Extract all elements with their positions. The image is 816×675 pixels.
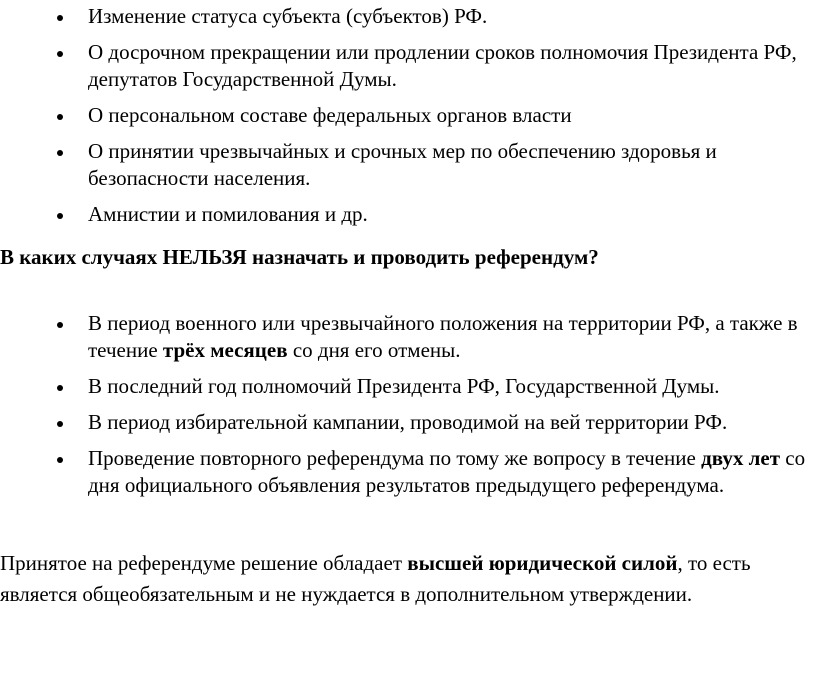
paragraph-text-part: Принятое на референдуме решение обладает (0, 551, 408, 575)
list-item-text: О персональном составе федеральных органов власти (88, 103, 572, 127)
list-item-text: О принятии чрезвычайных и срочных мер по обеспечению здоровья и безопасности населения. (88, 139, 717, 190)
referendum-topics-list (0, 3, 816, 237)
list-item (0, 409, 816, 436)
section-heading: В каких случаях НЕЛЬЗЯ назначать и проводить референдум? (0, 245, 599, 269)
list-item (0, 39, 816, 93)
bullet-icon (57, 150, 63, 156)
list-item-text-part: со дня его отмены. (287, 338, 461, 362)
bullet-icon (57, 322, 63, 328)
list-item (0, 102, 816, 129)
list-item-text-part: Проведение повторного референдума по тому же вопросу в течение (88, 446, 702, 470)
bullet-icon (57, 213, 63, 219)
emphasis-text: трёх месяцев (162, 338, 288, 362)
list-item-text (88, 311, 798, 362)
list-item-text: О досрочном прекращении или продлении сроков полномочия Президента РФ, депутатов Государственной Думы. (88, 40, 797, 91)
bullet-icon (57, 385, 63, 391)
list-item (0, 310, 816, 364)
list-item-text: В период избирательной кампании, проводимой на вей территории РФ. (88, 410, 728, 434)
bullet-icon (57, 51, 63, 57)
list-item (0, 373, 816, 400)
bullet-icon (57, 457, 63, 463)
bullet-icon (57, 114, 63, 120)
bullet-icon (57, 421, 63, 427)
list-item (0, 3, 816, 30)
bullet-icon (57, 15, 63, 21)
emphasis-text: высшей юридической силой (407, 551, 678, 575)
list-item-text (88, 446, 805, 497)
paragraph-text-part: , то есть является общеобязательным и не нуждается в дополнительном утверждении. (0, 551, 751, 606)
list-item-text-part: В период военного или чрезвычайного положения на территории РФ, а также в течение (88, 311, 798, 362)
list-item (0, 138, 816, 192)
list-item (0, 201, 816, 228)
referendum-restrictions-list (0, 310, 816, 508)
emphasis-text: двух лет (701, 446, 781, 470)
list-item (0, 445, 816, 499)
list-item-text: Амнистии и помилования и др. (88, 202, 368, 226)
list-item-text: Изменение статуса субъекта (субъектов) РФ. (88, 4, 488, 28)
list-item-text-part: со дня официального объявления результатов предыдущего референдума. (88, 446, 806, 497)
conclusion-paragraph (0, 548, 808, 610)
list-item-text: В последний год полномочий Президента РФ, Государственной Думы. (88, 374, 720, 398)
